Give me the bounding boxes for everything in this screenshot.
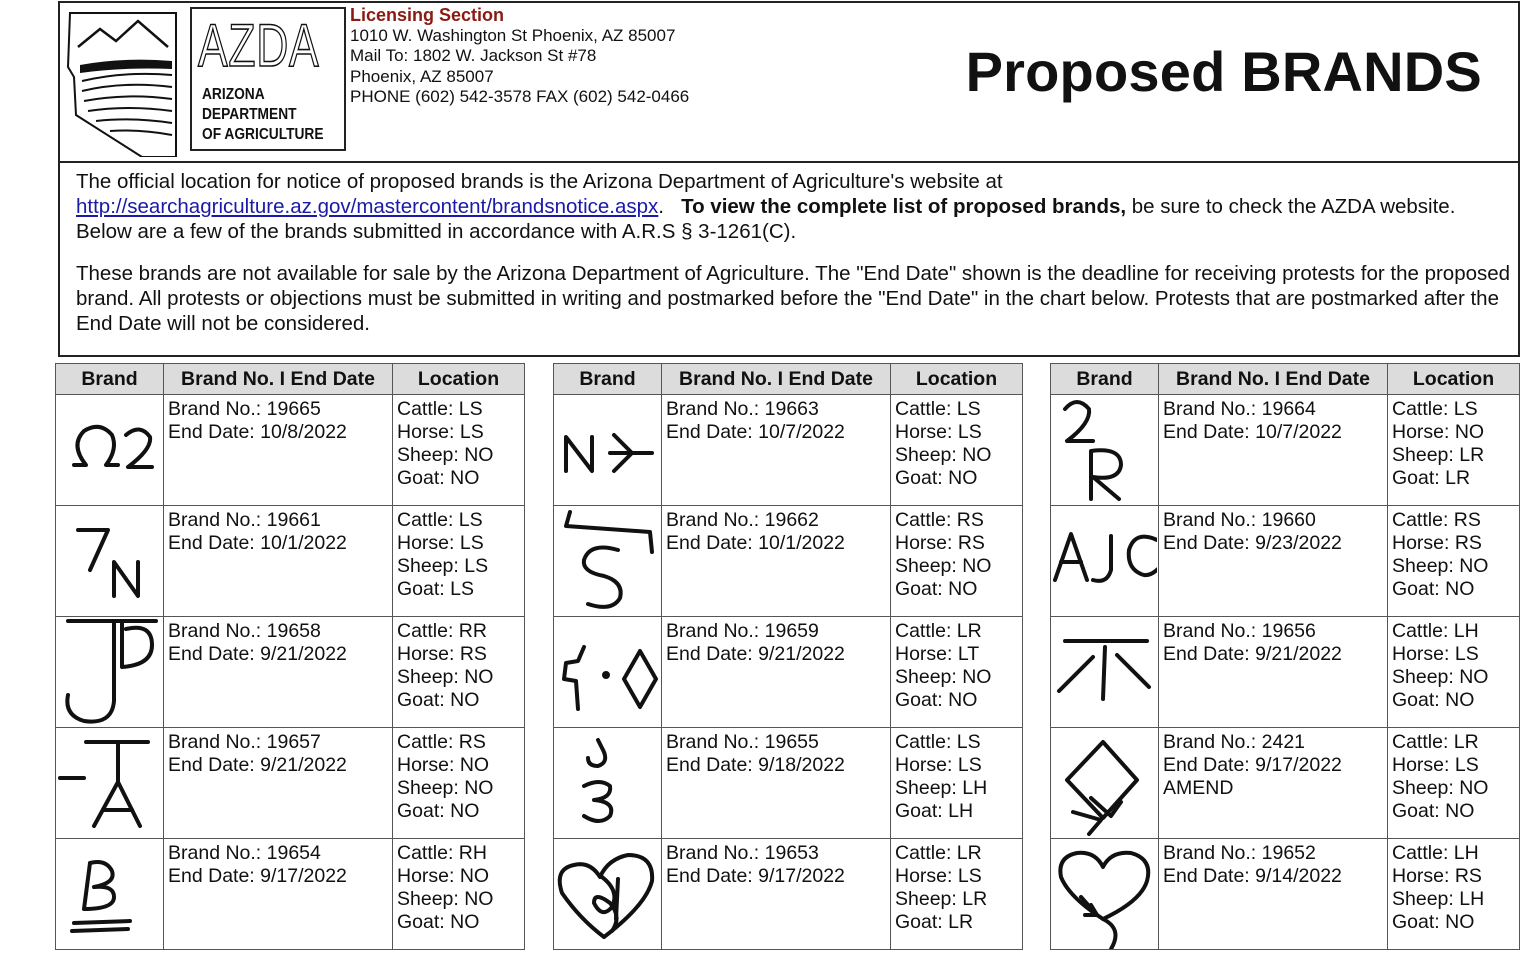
- section-name: Licensing Section: [350, 5, 505, 25]
- brand-number: Brand No.: 19658: [168, 620, 321, 642]
- location-goat: Goat: NO: [397, 467, 480, 489]
- location-sheep: Sheep: LH: [895, 777, 988, 799]
- location-goat: Goat: LR: [1392, 467, 1471, 489]
- brands-table-3: [1050, 363, 1520, 950]
- table-row: [1051, 506, 1520, 617]
- brand-number: Brand No.: 19656: [1163, 620, 1316, 642]
- ajc-brand-icon: [1051, 506, 1157, 616]
- location-cell: [891, 395, 1023, 506]
- location-cattle: Cattle: LS: [895, 398, 981, 420]
- location-horse: Horse: LS: [895, 421, 982, 443]
- location-sheep: Sheep: LR: [1392, 444, 1485, 466]
- heart-arrow-brand-icon: [1051, 839, 1157, 949]
- s-bar-brand-icon: [554, 506, 660, 616]
- table-row: [1051, 617, 1520, 728]
- location-goat: Goat: NO: [397, 800, 480, 822]
- table-row: [554, 839, 1023, 950]
- location-horse: Horse: NO: [1392, 421, 1485, 443]
- location-cattle: Cattle: LS: [397, 509, 483, 531]
- brand-number: Brand No.: 2421: [1163, 731, 1306, 753]
- table-row: [56, 839, 525, 950]
- end-date: End Date: 9/17/2022: [1163, 754, 1342, 776]
- mail-address: Mail To: 1802 W. Jackson St #78: [350, 46, 597, 65]
- location-horse: Horse: RS: [1392, 865, 1482, 887]
- location-cattle: Cattle: RR: [397, 620, 487, 642]
- heart-jd-brand-icon: [554, 839, 660, 949]
- location-cell: [891, 617, 1023, 728]
- location-sheep: Sheep: NO: [397, 666, 494, 688]
- brand-number-cell: [164, 839, 393, 950]
- table-row: [1051, 728, 1520, 839]
- location-sheep: Sheep: NO: [895, 444, 992, 466]
- location-goat: Goat: NO: [895, 467, 978, 489]
- end-date: End Date: 9/21/2022: [1163, 643, 1342, 665]
- column-header-brand: Brand: [56, 364, 164, 395]
- location-sheep: Sheep: NO: [397, 777, 494, 799]
- location-goat: Goat: LS: [397, 578, 474, 600]
- column-header-brand: Brand: [554, 364, 662, 395]
- brand-number: Brand No.: 19659: [666, 620, 819, 642]
- table-row: [56, 617, 525, 728]
- column-header-location: Location: [393, 364, 525, 395]
- location-horse: Horse: RS: [1392, 532, 1482, 554]
- azda-logo: [190, 7, 346, 151]
- location-sheep: Sheep: NO: [1392, 777, 1489, 799]
- location-sheep: Sheep: NO: [895, 555, 992, 577]
- brand-cell: [554, 395, 662, 506]
- location-cattle: Cattle: RS: [895, 509, 984, 531]
- end-date: End Date: 9/17/2022: [168, 865, 347, 887]
- brand-cell: [554, 506, 662, 617]
- brand-cell: [1051, 728, 1159, 839]
- letterhead: [58, 1, 1520, 163]
- location-goat: Goat: NO: [1392, 689, 1475, 711]
- location-cell: [393, 506, 525, 617]
- table-row: [1051, 395, 1520, 506]
- location-cattle: Cattle: RS: [397, 731, 486, 753]
- location-horse: Horse: LS: [397, 532, 484, 554]
- location-cattle: Cattle: LH: [1392, 842, 1479, 864]
- brand-cell: [1051, 617, 1159, 728]
- location-goat: Goat: NO: [895, 689, 978, 711]
- brand-number-cell: [1159, 395, 1388, 506]
- brand-cell: [56, 728, 164, 839]
- t-a-brand-icon: [56, 728, 162, 838]
- city-state-zip: Phoenix, AZ 85007: [350, 66, 494, 86]
- end-date: End Date: 10/7/2022: [666, 421, 845, 443]
- location-sheep: Sheep: LS: [397, 555, 489, 577]
- location-cell: [1388, 617, 1520, 728]
- brand-number-cell: [164, 506, 393, 617]
- location-cell: [1388, 728, 1520, 839]
- location-goat: Goat: NO: [1392, 800, 1475, 822]
- table-row: [56, 728, 525, 839]
- location-cattle: Cattle: LS: [397, 398, 483, 420]
- location-cell: [891, 728, 1023, 839]
- brand-note: AMEND: [1163, 777, 1234, 799]
- end-date: End Date: 9/14/2022: [1163, 865, 1342, 887]
- location-horse: Horse: LT: [895, 643, 980, 665]
- brand-number: Brand No.: 19664: [1163, 398, 1316, 420]
- brand-cell: [56, 839, 164, 950]
- brand-number: Brand No.: 19657: [168, 731, 321, 753]
- column-header-number-date: Brand No. I End Date: [1159, 364, 1388, 395]
- brand-cell: [554, 617, 662, 728]
- location-goat: Goat: NO: [895, 578, 978, 600]
- street-address: 1010 W. Washington St Phoenix, AZ 85007: [350, 25, 676, 45]
- location-sheep: Sheep: LR: [895, 888, 988, 910]
- brand-cell: [56, 395, 164, 506]
- page-title: Proposed BRANDS: [965, 40, 1482, 103]
- brand-number-cell: [164, 617, 393, 728]
- end-date: End Date: 9/21/2022: [168, 643, 347, 665]
- location-goat: Goat: NO: [1392, 911, 1475, 933]
- brand-cell: [1051, 839, 1159, 950]
- column-header-number-date: Brand No. I End Date: [662, 364, 891, 395]
- end-date: End Date: 9/21/2022: [666, 643, 845, 665]
- brand-number: Brand No.: 19654: [168, 842, 321, 864]
- location-horse: Horse: LS: [895, 754, 982, 776]
- location-goat: Goat: LR: [895, 911, 974, 933]
- end-date: End Date: 9/21/2022: [168, 754, 347, 776]
- omega-2-brand-icon: [56, 395, 162, 505]
- azda-logo-letters: AZDA: [198, 12, 320, 79]
- location-cattle: Cattle: RH: [397, 842, 487, 864]
- notice-paragraph-2: These brands are not available for sale by the Arizona Department of Agriculture. The "End Date" shown is the deadline for receiving protests for the proposed brand. All protests or objections must be submitted in writing and postmarked before the "End Date" in the chart below. Protests that are postmarked after the End Date will not be considered.: [76, 262, 1511, 335]
- brand-number-cell: [1159, 617, 1388, 728]
- jp-brand-icon: [56, 617, 162, 727]
- brand-number-cell: [164, 728, 393, 839]
- brand-number: Brand No.: 19661: [168, 509, 321, 531]
- brand-number: Brand No.: 19655: [666, 731, 819, 753]
- table-row: [1051, 839, 1520, 950]
- n-lazy-k-brand-icon: [554, 395, 660, 505]
- brand-number-cell: [662, 506, 891, 617]
- brands-table-2: [553, 363, 1023, 950]
- location-goat: Goat: LH: [895, 800, 974, 822]
- phone-fax: PHONE (602) 542-3578 FAX (602) 542-0466: [350, 87, 690, 106]
- brand-cell: [56, 617, 164, 728]
- bar-arrow-brand-icon: [1051, 617, 1157, 727]
- location-cell: [1388, 395, 1520, 506]
- brands-notice-link[interactable]: http://searchagriculture.az.gov/mastercontent/brandsnotice.aspx: [76, 195, 659, 218]
- end-date: End Date: 10/8/2022: [168, 421, 347, 443]
- brand-number-cell: [662, 395, 891, 506]
- end-date: End Date: 9/17/2022: [666, 865, 845, 887]
- location-horse: Horse: LS: [1392, 643, 1479, 665]
- notice-paragraph-1: The official location for notice of proposed brands is the Arizona Department of Agriculture's website at http://searchagriculture.az.gov/mastercontent/brandsnotice.aspx. To view the complete list of proposed brands, be sure to check the AZDA website. Below are a few of the brands submitted in accordance with A.R.S § 3-1261(C).: [76, 170, 1456, 243]
- location-sheep: Sheep: NO: [397, 888, 494, 910]
- notice-box: [58, 161, 1520, 357]
- location-cattle: Cattle: LS: [1392, 398, 1478, 420]
- location-cell: [1388, 839, 1520, 950]
- j-3-brand-icon: [554, 728, 660, 838]
- notice-bold-text: To view the complete list of proposed brands,: [681, 195, 1127, 218]
- location-goat: Goat: NO: [397, 689, 480, 711]
- brand-number: Brand No.: 19662: [666, 509, 819, 531]
- location-horse: Horse: RS: [397, 643, 487, 665]
- location-sheep: Sheep: NO: [397, 444, 494, 466]
- brand-number: Brand No.: 19665: [168, 398, 321, 420]
- end-date: End Date: 9/18/2022: [666, 754, 845, 776]
- location-cattle: Cattle: RS: [1392, 509, 1481, 531]
- location-horse: Horse: LS: [895, 865, 982, 887]
- diamond-e-brand-icon: [1051, 728, 1157, 838]
- brand-number-cell: [164, 395, 393, 506]
- b-bar-brand-icon: [56, 839, 162, 949]
- brands-table-1: [55, 363, 525, 950]
- brand-cell: [1051, 506, 1159, 617]
- table-row: [554, 395, 1023, 506]
- brand-number-cell: [662, 839, 891, 950]
- 2-r-brand-icon: [1051, 395, 1157, 505]
- location-goat: Goat: NO: [397, 911, 480, 933]
- location-goat: Goat: NO: [1392, 578, 1475, 600]
- location-sheep: Sheep: NO: [895, 666, 992, 688]
- brand-number: Brand No.: 19660: [1163, 509, 1316, 531]
- location-cell: [891, 839, 1023, 950]
- location-cell: [393, 728, 525, 839]
- contact-block: [350, 5, 689, 108]
- brand-number: Brand No.: 19653: [666, 842, 819, 864]
- location-sheep: Sheep: LH: [1392, 888, 1485, 910]
- table-row: [554, 728, 1023, 839]
- table-row: [56, 395, 525, 506]
- end-date: End Date: 10/1/2022: [168, 532, 347, 554]
- location-horse: Horse: LS: [1392, 754, 1479, 776]
- location-cattle: Cattle: LR: [1392, 731, 1479, 753]
- end-date: End Date: 10/7/2022: [1163, 421, 1342, 443]
- brand-number: Brand No.: 19663: [666, 398, 819, 420]
- column-header-location: Location: [891, 364, 1023, 395]
- column-header-location: Location: [1388, 364, 1520, 395]
- brand-cell: [554, 728, 662, 839]
- location-cattle: Cattle: LH: [1392, 620, 1479, 642]
- brand-cell: [1051, 395, 1159, 506]
- end-date: End Date: 10/1/2022: [666, 532, 845, 554]
- table-row: [554, 617, 1023, 728]
- brand-cell: [56, 506, 164, 617]
- location-cattle: Cattle: LS: [895, 731, 981, 753]
- column-header-number-date: Brand No. I End Date: [164, 364, 393, 395]
- brand-number-cell: [1159, 839, 1388, 950]
- location-horse: Horse: LS: [397, 421, 484, 443]
- column-header-brand: Brand: [1051, 364, 1159, 395]
- location-cattle: Cattle: LR: [895, 842, 982, 864]
- location-cell: [393, 839, 525, 950]
- brand-number-cell: [1159, 506, 1388, 617]
- brand-number-cell: [1159, 728, 1388, 839]
- table-row: [554, 506, 1023, 617]
- brand-cell: [554, 839, 662, 950]
- brand-number-cell: [662, 728, 891, 839]
- location-horse: Horse: NO: [397, 865, 490, 887]
- brand-number-cell: [662, 617, 891, 728]
- location-cell: [393, 617, 525, 728]
- brand-number: Brand No.: 19652: [1163, 842, 1316, 864]
- location-cattle: Cattle: LR: [895, 620, 982, 642]
- location-sheep: Sheep: NO: [1392, 666, 1489, 688]
- 7n-brand-icon: [56, 506, 162, 616]
- location-cell: [1388, 506, 1520, 617]
- location-cell: [891, 506, 1023, 617]
- table-row: [56, 506, 525, 617]
- location-sheep: Sheep: NO: [1392, 555, 1489, 577]
- end-date: End Date: 9/23/2022: [1163, 532, 1342, 554]
- location-horse: Horse: RS: [895, 532, 985, 554]
- location-cell: [393, 395, 525, 506]
- arizona-map-logo-icon: [64, 7, 184, 157]
- hook-diamond-brand-icon: [554, 617, 660, 727]
- logo-department-name: ARIZONA DEPARTMENT OF AGRICULTURE: [202, 86, 324, 143]
- location-horse: Horse: NO: [397, 754, 490, 776]
